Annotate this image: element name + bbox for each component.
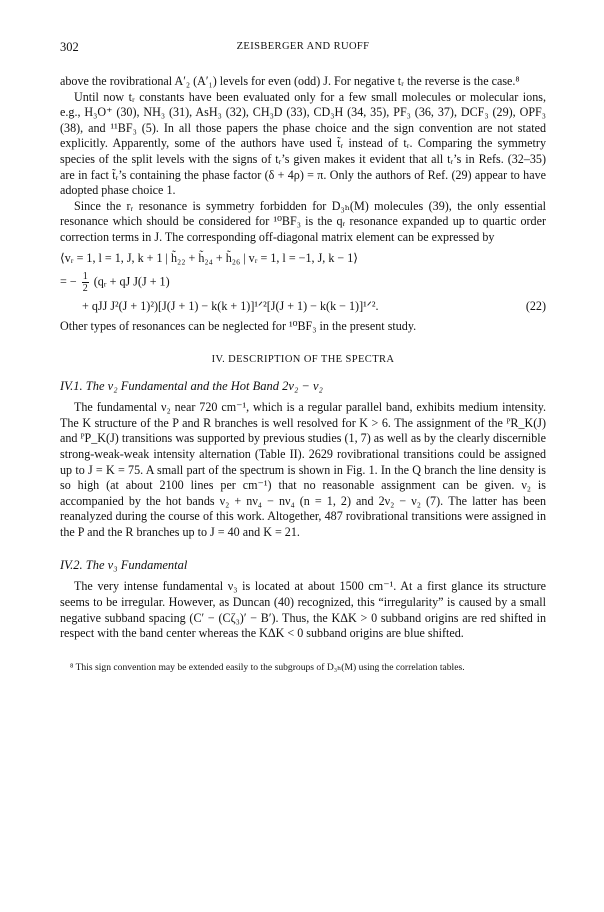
section-heading: IV. DESCRIPTION OF THE SPECTRA bbox=[211, 354, 395, 366]
paragraph-other-resonances: Other types of resonances can be neglected for ¹⁰BF₃ in the present study. bbox=[60, 318, 417, 333]
paragraph-tr-constants: Until now tᵣ constants have been evaluated only for a few small molecules or molecular ions, e.g., H₃O⁺ (30), NH₃ (31), AsH₃ (32), CH₃D (33), CD₃H (34, 35), PF₃ (36, 37), DCF₃ (29), OPF₃ (38), and ¹¹BF₃ (5). In all those papers the phase choice and the sign convention are not stated explicitly. Apparently, some of the authors have used t̃ᵣ instead of tᵣ. Comparing the symmetry species of the split levels with the signs of tᵣ’s given makes it evident that all tᵣ’s in Refs. (32–35) are in fact t̃ᵣ’s containing the phase factor (δ + 4ρ) = π. Only the authors of Ref. (29) appear to have adopted phase choice 1. bbox=[60, 89, 546, 198]
fraction-numerator: 1 bbox=[82, 270, 88, 282]
paragraph-nu2-fundamental: The fundamental ν₂ near 720 cm⁻¹, which is a regular parallel band, exhibits medium intensity. The K structure of the P and R branches is well resolved for K > 6. The assignment of the ᴾR_K(J) and ᴾP_K(J) transitions was supported by previous studies (1, 7) as well as by the clearly discernible strong-weak-weak intensity alternation (Table II). 2629 rovibrational transitions could be assigned up to J = K = 75. A small part of the spectrum is shown in Fig. 1. In the Q branch the line density is so high (at about 2100 lines per cm⁻¹) that no reasonable assignment can be given. ν₂ is accompanied by the hot bands ν₂ + nν₄ − nν₄ (n = 1, 2) and 2ν₂ − ν₂ (7). The latter has been reanalyzed during the course of this work. Altogether, 487 rovibrational transitions were assigned in the P and the R branches up to J = 40 and K = 21. bbox=[60, 400, 546, 539]
paragraph-qr-resonance: Since the rᵣ resonance is symmetry forbidden for D₃ₕ(M) molecules (39), the only essential resonance which should be considered for ¹⁰BF₃ is the qᵣ resonance expanded up to quartic order correction terms in J. The corresponding off-diagonal matrix element can be expressed by bbox=[60, 198, 546, 244]
equation-line-3 bbox=[60, 298, 546, 315]
fraction-half bbox=[82, 271, 89, 294]
subsection-heading-2: IV.2. The ν₃ Fundamental bbox=[60, 558, 188, 573]
paragraph-tr-sign: above the rovibrational A′₂ (A′₁) levels for even (odd) J. For negative tᵣ the reverse is the case.⁸ bbox=[60, 74, 520, 88]
equation-line-2-rest: (qᵣ + qJ J(J + 1) bbox=[93, 273, 170, 288]
equation-prefix: = − bbox=[60, 273, 77, 288]
equation-line-3-text: + qJJ J²(J + 1)²)[J(J + 1) − k(k + 1)]¹ᐟ²[J(J + 1) − k(k − 1)]¹ᐟ². bbox=[82, 298, 379, 313]
page bbox=[60, 40, 546, 674]
footnote: ⁸ This sign convention may be extended easily to the subgroups of D₃ₕ(M) using the correlation tables. bbox=[70, 661, 465, 673]
running-header bbox=[60, 40, 546, 60]
equation-22 bbox=[60, 250, 546, 315]
paragraph-nu3-fundamental: The very intense fundamental ν₃ is located at about 1500 cm⁻¹. At a first glance its structure seems to be irregular. However, as Duncan (40) recognized, this “irregularity” is caused by a small negative subband spacing (C′ − (Cζ₃)′ − B′). Thus, the KΔK > 0 subband origins are red shifted in respect with the band center whereas the KΔK < 0 subband origins are blue shifted. bbox=[60, 579, 546, 641]
subsection-heading-1: IV.1. The ν₂ Fundamental and the Hot Band 2ν₂ − ν₂ bbox=[60, 379, 323, 394]
equation-line-1: ⟨vᵣ = 1, l = 1, J, k + 1 | h̃₂₂ + h̃₂₄ + h̃₂₆ | vᵣ = 1, l = −1, J, k − 1⟩ bbox=[60, 250, 359, 265]
equation-line-2 bbox=[60, 271, 546, 294]
fraction-denominator: 2 bbox=[82, 282, 88, 294]
page-number: 302 bbox=[60, 40, 79, 54]
equation-number: (22) bbox=[525, 298, 546, 313]
running-head-title: ZEISBERGER AND RUOFF bbox=[236, 41, 370, 52]
